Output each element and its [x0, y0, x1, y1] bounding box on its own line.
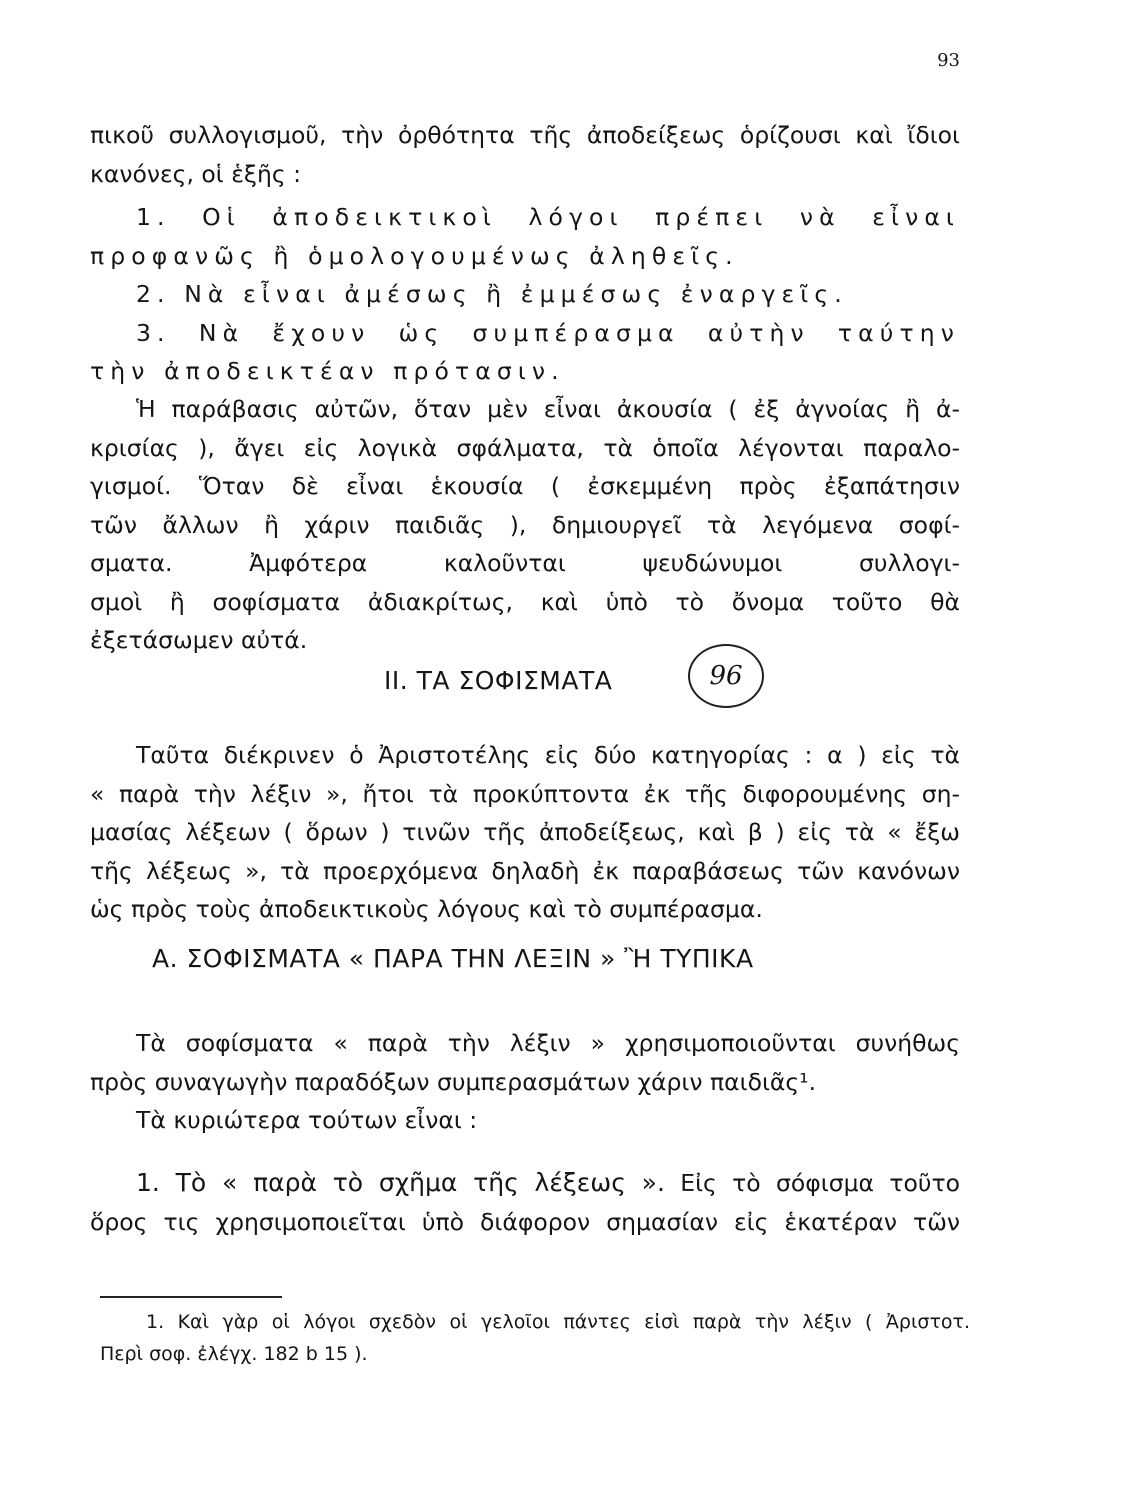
text-line: τῆς λέξεως », τὰ προερχόμενα δηλαδὴ ἐκ παραβάσεως τῶν κανόνων: [90, 856, 960, 885]
text-line: Τὰ σοφίσματα « παρὰ τὴν λέξιν » χρησιμοποιοῦνται συνήθως: [136, 1029, 960, 1057]
text-line: κρισίας ), ἄγει εἰς λογικὰ σφάλματα, τὰ ὁποῖα λέγονται παραλο-: [90, 433, 960, 462]
text-line: κανόνες, οἱ ἑξῆς :: [90, 159, 302, 188]
section-heading: II. ΤΑ ΣΟΦΙΣΜΑΤΑ: [384, 666, 613, 695]
paragraph-form-of-expression: [90, 1164, 960, 1241]
intro-paragraph: [90, 116, 960, 193]
footnote-line: 1. Καὶ γὰρ οἱ λόγοι σχεδὸν οἱ γελοῖοι πάντες εἰσὶ παρὰ τὴν λέξιν ( Ἀριστοτ.: [146, 1311, 970, 1333]
rule-1-line-1: 1. Οἱ ἀποδεικτικοὶ λόγοι πρέπει νὰ εἶναι: [136, 203, 960, 231]
text-line: Ταῦτα διέκρινεν ὁ Ἀριστοτέλης εἰς δύο κατηγορίας : α ) εἰς τὰ: [136, 741, 960, 769]
text-line: [90, 1164, 960, 1203]
text-line: σματα. Ἀμφότερα καλοῦνται ψευδώνυμοι συλλογι-: [90, 549, 960, 577]
rules-list: [90, 198, 960, 391]
paragraph-categories: [90, 736, 960, 929]
rule-1-line-2: προφανῶς ἢ ὁμολογουμένως ἀληθεῖς.: [90, 241, 739, 270]
text-line: σμοὶ ἢ σοφίσματα ἀδιακρίτως, καὶ ὑπὸ τὸ ὄνομα τοῦτο θὰ: [90, 587, 960, 616]
text-line: πρὸς συναγωγὴν παραδόξων συμπερασμάτων χάριν παιδιᾶς¹.: [90, 1067, 817, 1096]
footnote-rule: [100, 1296, 282, 1298]
item-lead: 1. Τὸ « παρὰ τὸ σχῆμα τῆς λέξεως ».: [136, 1168, 665, 1197]
text-line: Ἡ παράβασις αὐτῶν, ὅταν μὲν εἶναι ἀκουσία ( ἐξ ἀγνοίας ἢ ἀ-: [136, 395, 960, 423]
text-line: Τὰ κυριώτερα τούτων εἶναι :: [136, 1106, 478, 1134]
text-line: ὅρος τις χρησιμοποιεῖται ὑπὸ διάφορον σημασίαν εἰς ἑκατέραν τῶν: [90, 1207, 960, 1236]
rule-2: 2. Νὰ εἶναι ἀμέσως ἢ ἐμμέσως ἐναργεῖς.: [136, 280, 848, 308]
item-rest: Εἰς τὸ σόφισμα τοῦτο: [664, 1169, 960, 1197]
text-line: γισμοί. Ὅταν δὲ εἶναι ἑκουσία ( ἐσκεμμένη πρὸς ἐξαπάτησιν: [90, 472, 960, 500]
text-line: ἐξετάσωμεν αὐτά.: [90, 626, 308, 654]
rule-3-line-1: 3. Νὰ ἔχουν ὡς συμπέρασμα αὐτὴν ταύτην: [136, 318, 960, 347]
library-stamp: 96: [688, 644, 764, 708]
rule-3-line-2: τὴν ἀποδεικτέαν πρότασιν.: [90, 357, 565, 385]
paragraph-fallacies: [90, 390, 960, 660]
page-number: 93: [937, 50, 960, 71]
footnote: [100, 1306, 970, 1370]
footnote-line: Περὶ σοφ. ἐλέγχ. 182 b 15 ).: [100, 1343, 368, 1365]
text-line: τῶν ἄλλων ἢ χάριν παιδιᾶς ), δημιουργεῖ τὰ λεγόμενα σοφί-: [90, 510, 960, 539]
text-line: ὡς πρὸς τοὺς ἀποδεικτικοὺς λόγους καὶ τὸ συμπέρασμα.: [90, 895, 763, 923]
text-line: πικοῦ συλλογισμοῦ, τὴν ὀρθότητα τῆς ἀποδείξεως ὁρίζουσι καὶ ἴδιοι: [90, 121, 960, 149]
text-line: μασίας λέξεων ( ὅρων ) τινῶν τῆς ἀποδείξεως, καὶ β ) εἰς τὰ « ἔξω: [90, 818, 960, 846]
subsection-heading: Α. ΣΟΦΙΣΜΑΤΑ « ΠΑΡΑ ΤΗΝ ΛΕΞΙΝ » Ἢ ΤΥΠΙΚΑ: [152, 944, 754, 973]
paragraph-usage: [90, 1024, 960, 1140]
text-line: « παρὰ τὴν λέξιν », ἤτοι τὰ προκύπτοντα ἐκ τῆς διφορουμένης ση-: [90, 779, 960, 808]
